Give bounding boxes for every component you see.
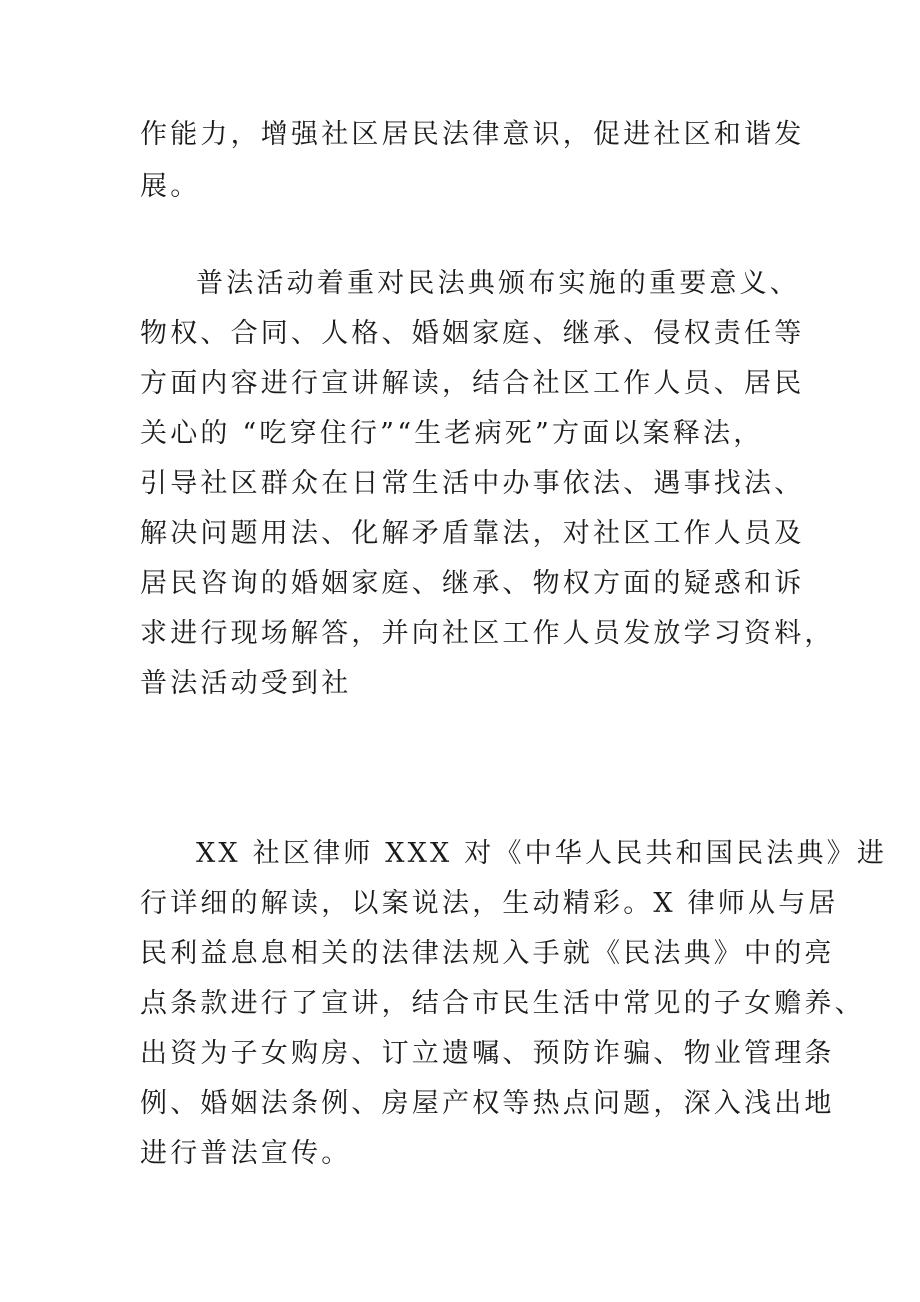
paragraph-3-line-6: 例、婚姻法条例、房屋产权等热点问题，深入浅出地	[140, 1088, 835, 1119]
paragraph-3-line-1: XX 社区律师 XXX 对《中华人民共和国民法典》进	[196, 838, 888, 869]
paragraph-3-line-7: 进行普法宣传。	[140, 1138, 352, 1169]
paragraph-2-line-4: 关心的 “吃穿住行”“生老病死”方面以案释法，	[140, 418, 764, 449]
paragraph-2-line-7: 居民咨询的婚姻家庭、继承、物权方面的疑惑和诉	[140, 568, 805, 599]
paragraph-2-line-1: 普法活动着重对民法典颁布实施的重要意义、	[196, 268, 800, 299]
paragraph-2-line-9: 普法活动受到社	[140, 668, 352, 699]
paragraph-2-line-2: 物权、合同、人格、婚姻家庭、继承、侵权责任等	[140, 318, 805, 349]
paragraph-2-line-3: 方面内容进行宣讲解读，结合社区工作人员、居民	[140, 368, 805, 399]
paragraph-3-line-3: 民利益息息相关的法律法规入手就《民法典》中的亮	[140, 938, 835, 969]
paragraph-1-line-1: 作能力，增强社区居民法律意识，促进社区和谐发	[140, 119, 805, 150]
paragraph-3-line-2: 行详细的解读，以案说法，生动精彩。X 律师从与居	[140, 888, 839, 919]
paragraph-2-line-8: 求进行现场解答，并向社区工作人员发放学习资料，	[140, 618, 835, 649]
paragraph-3-line-4: 点条款进行了宣讲，结合市民生活中常见的子女赡养、	[140, 988, 865, 1019]
paragraph-2-line-6: 解决问题用法、化解矛盾靠法，对社区工作人员及	[140, 518, 805, 549]
paragraph-2-line-5: 引导社区群众在日常生活中办事依法、遇事找法、	[140, 468, 805, 499]
paragraph-3-line-5: 出资为子女购房、订立遗嘱、预防诈骗、物业管理条	[140, 1038, 835, 1069]
paragraph-1-line-2: 展。	[140, 171, 201, 202]
